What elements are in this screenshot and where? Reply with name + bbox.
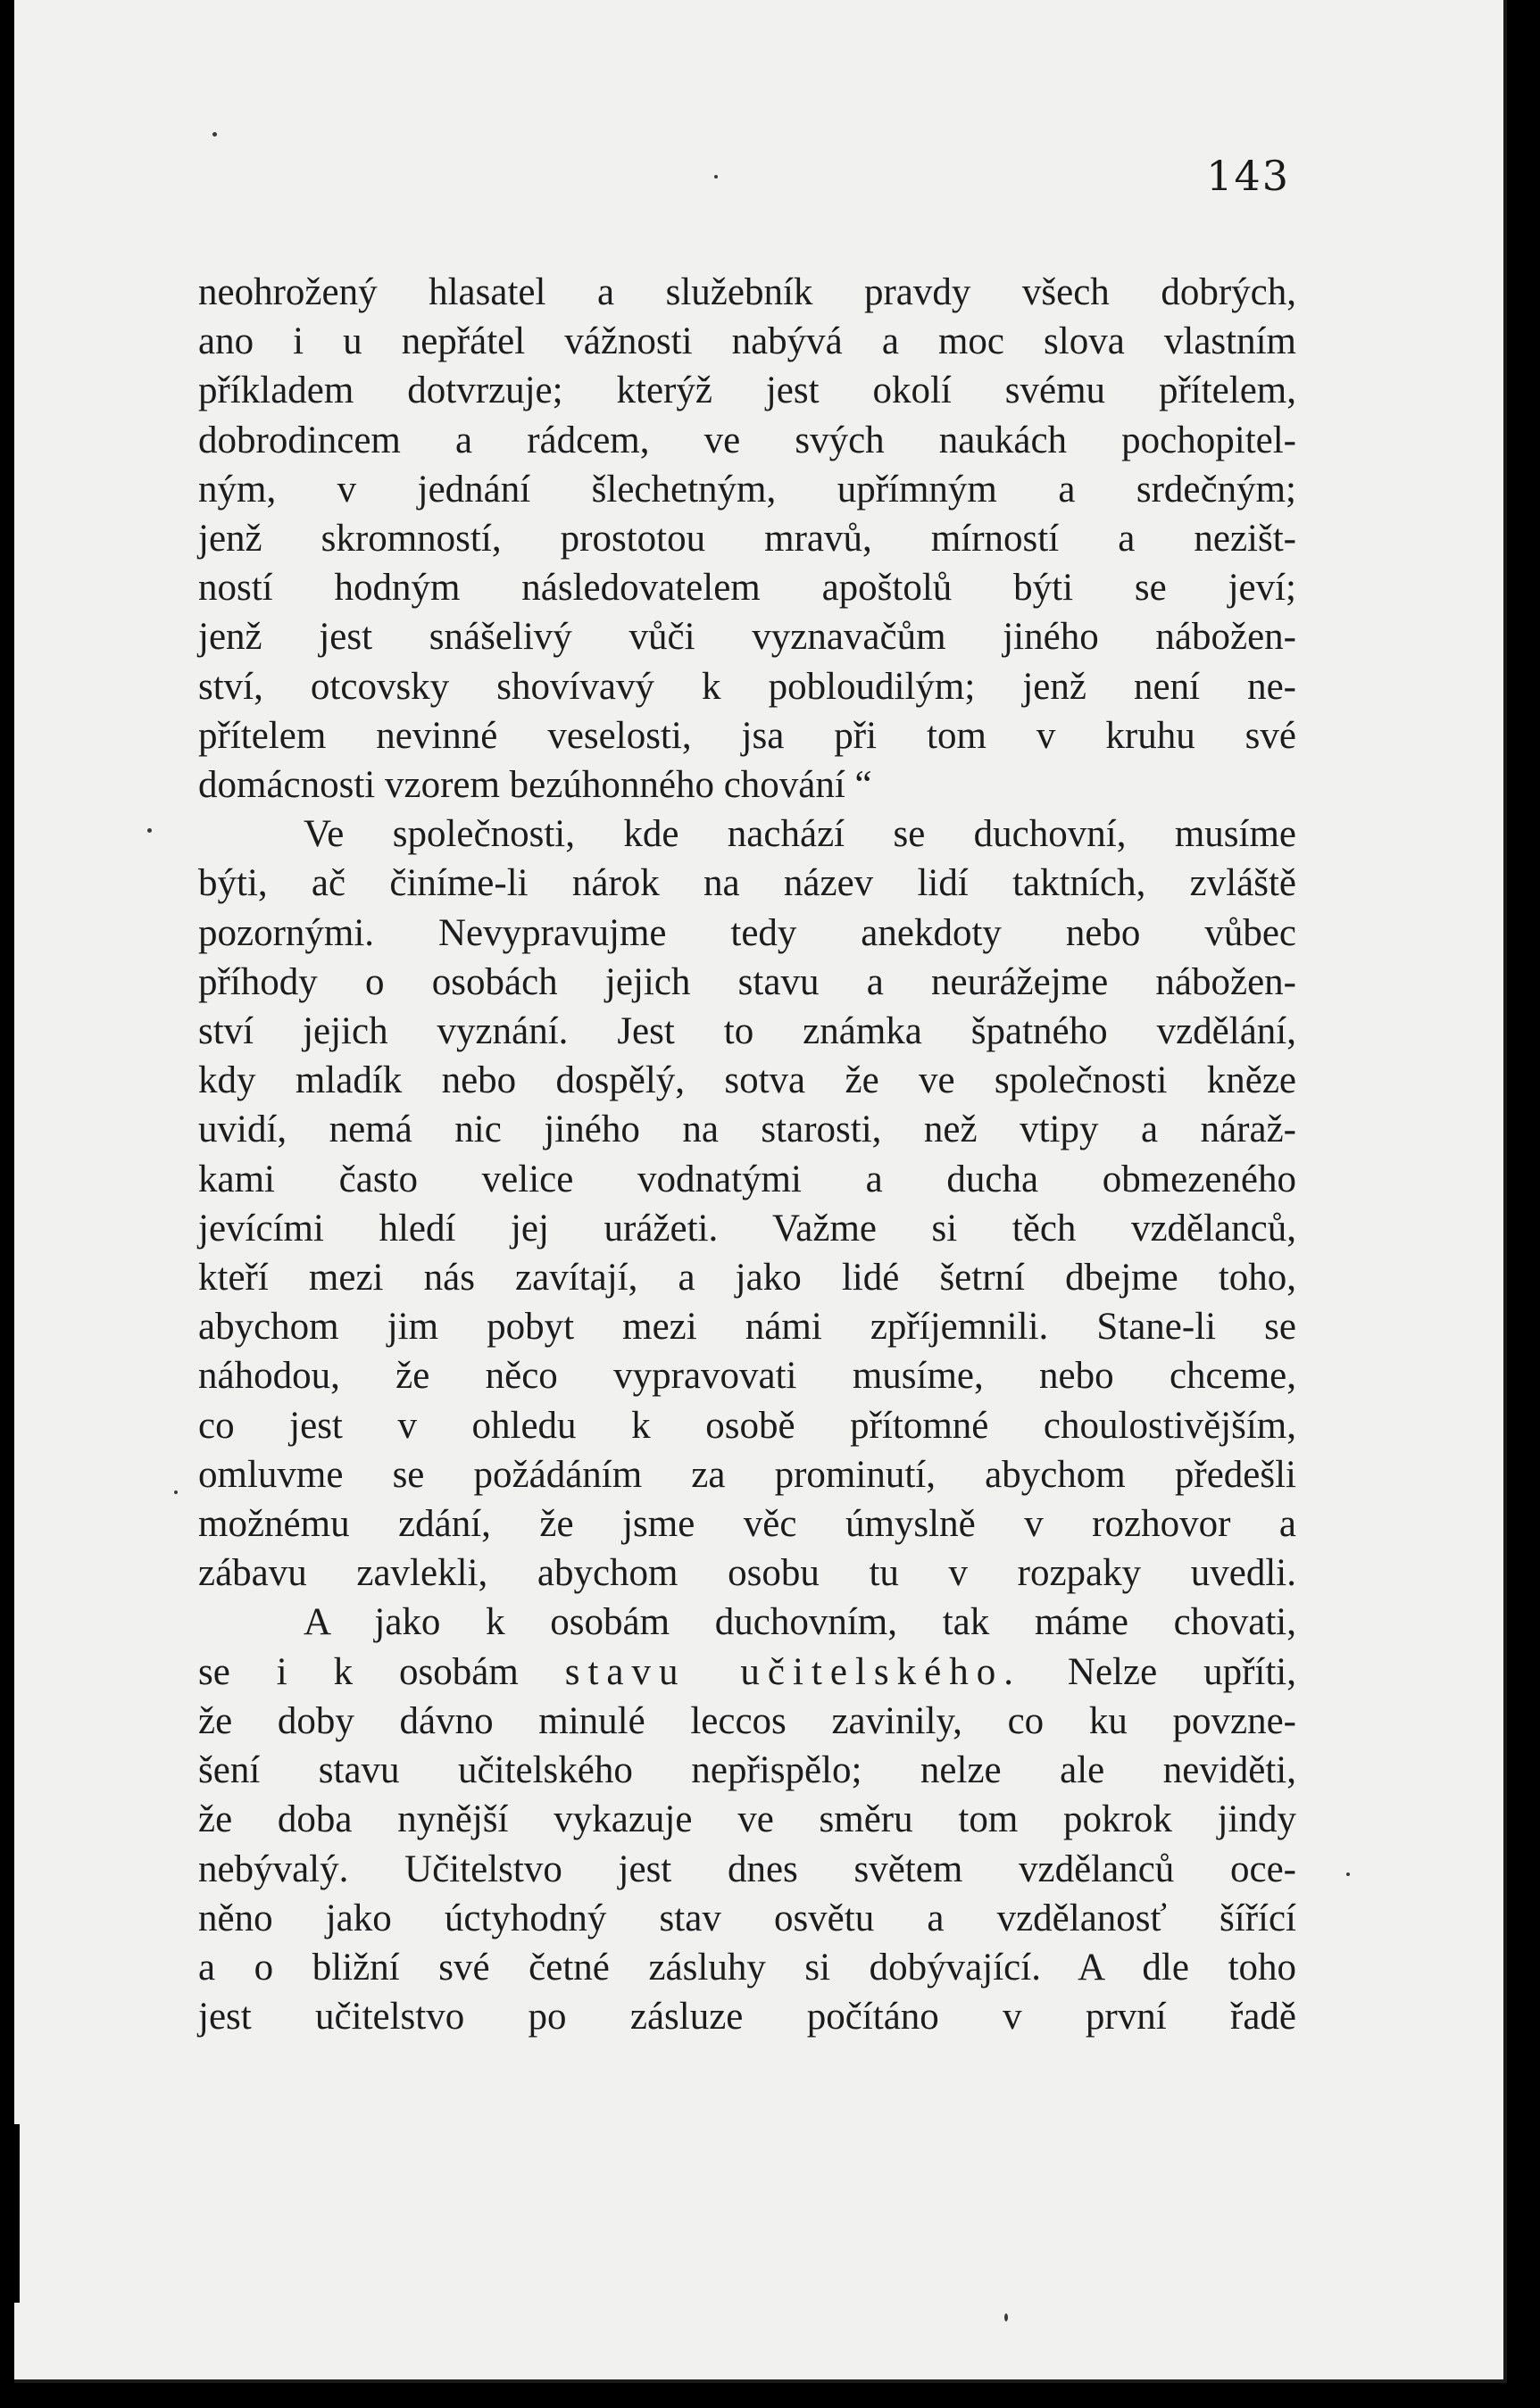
text-line: uvidí, nemá nic jiného na starosti, než vtipy a nárаž- bbox=[198, 1109, 1296, 1151]
text-line: A jako k osobám duchovním, tak máme chovati, bbox=[304, 1601, 1296, 1644]
text-line: co jest v ohledu k osobě přítomné choulostivějším, bbox=[198, 1404, 1296, 1447]
text-line: jest učitelstvo po zásluze počítáno v první řadě bbox=[198, 1996, 1296, 2038]
text-line: ství, otcovsky shovívavý k pobloudilým; jenž není ne- bbox=[198, 665, 1296, 708]
body-text bbox=[198, 268, 1296, 2041]
text-line: domácnosti vzorem bezúhonného chování “ bbox=[198, 764, 872, 807]
text-line: zábavu zavlekli, abychom osobu tu v rozpaky uvedli. bbox=[198, 1552, 1296, 1595]
text-line: ano i u nepřátel vážnosti nabývá a moc slova vlastním bbox=[198, 320, 1296, 363]
text-line: ství jejich vyznání. Jest to známka špatného vzdělání, bbox=[198, 1010, 1296, 1053]
paper-speck bbox=[1004, 2313, 1008, 2321]
text-line: kteří mezi nás zavítají, a jako lidé šetrní dbejme toho, bbox=[198, 1257, 1296, 1299]
paper-speck bbox=[714, 175, 718, 179]
text-line: dobrodincem a rádcem, ve svých naukách pochopitel- bbox=[198, 419, 1296, 461]
text-line: býti, ač činíme-li nárok na název lidí taktních, zvláště bbox=[198, 862, 1296, 905]
paper-speck bbox=[212, 132, 217, 137]
text-line: ností hodným následovatelem apoštolů býti se jeví; bbox=[198, 567, 1296, 610]
scan-bottom-edge bbox=[0, 2383, 1540, 2408]
text-line: omluvme se požádáním za prominutí, abychom předešli bbox=[198, 1453, 1296, 1496]
teacher-line-spaced: stavu učitelského. bbox=[564, 1650, 1021, 1693]
page-number: 143 bbox=[1206, 152, 1290, 200]
text-line: ným, v jednání šlechetným, upřímným a srdečným; bbox=[198, 468, 1296, 511]
text-line: příkladem dotvrzuje; kterýž jest okolí svému přítelem, bbox=[198, 370, 1296, 412]
text-line: jenž jest snášelivý vůči vyznavačům jiného nábožen- bbox=[198, 616, 1296, 659]
text-line: možnému zdání, že jsme věc úmyslně v rozhovor a bbox=[198, 1503, 1296, 1546]
text-line: neohrožený hlasatel a služebník pravdy všech dobrých, bbox=[198, 271, 1296, 313]
text-line: kdy mladík nebo dospělý, sotva že ve společnosti kněze bbox=[198, 1059, 1296, 1102]
text-line: abychom jim pobyt mezi námi zpříjemnili. Stane-li se bbox=[198, 1306, 1296, 1349]
text-line: něno jako úctyhodný stav osvětu a vzdělanosť šířící bbox=[198, 1897, 1296, 1939]
scan-left-notch bbox=[0, 2124, 20, 2303]
text-line: že doby dávno minulé leccos zavinily, co ku povzne- bbox=[198, 1699, 1296, 1742]
paper-speck bbox=[174, 1490, 178, 1494]
text-line: jenž skromností, prostotou mravů, mírností a nezišt- bbox=[198, 518, 1296, 560]
paper-speck bbox=[147, 828, 152, 833]
text-line: a o bližní své četné zásluhy si dobývající. A dle toho bbox=[198, 1946, 1296, 1989]
text-line: příhody o osobách jejich stavu a neurážejme nábožen- bbox=[198, 960, 1296, 1003]
teacher-line-before: se i k osobám bbox=[198, 1650, 519, 1693]
text-line-spaced bbox=[198, 1648, 1296, 1697]
text-line: náhodou, že něco vypravovati musíme, nebo chceme, bbox=[198, 1355, 1296, 1398]
text-line: nebývalý. Učitelstvo jest dnes světem vzdělanců oce- bbox=[198, 1848, 1296, 1890]
text-line: pozornými. Nevypravujme tedy anekdoty nebo vůbec bbox=[198, 911, 1296, 954]
text-line: přítelem nevinné veselosti, jsa při tom v kruhu své bbox=[198, 714, 1296, 757]
teacher-line-after: Nelze upříti, bbox=[1067, 1650, 1296, 1693]
text-line: Ve společnosti, kde nachází se duchovní, musíme bbox=[304, 813, 1296, 856]
text-line: že doba nynější vykazuje ve směru tom pokrok jindy bbox=[198, 1798, 1296, 1841]
paper-speck bbox=[1346, 1872, 1350, 1876]
text-line: jevícími hledí jej urážeti. Važme si těch vzdělanců, bbox=[198, 1207, 1296, 1250]
text-line: kami často velice vodnatými a ducha obmezeného bbox=[198, 1158, 1296, 1200]
scan-left-edge bbox=[0, 0, 14, 2408]
text-line: šení stavu učitelského nepřispělo; nelze ale neviděti, bbox=[198, 1749, 1296, 1792]
